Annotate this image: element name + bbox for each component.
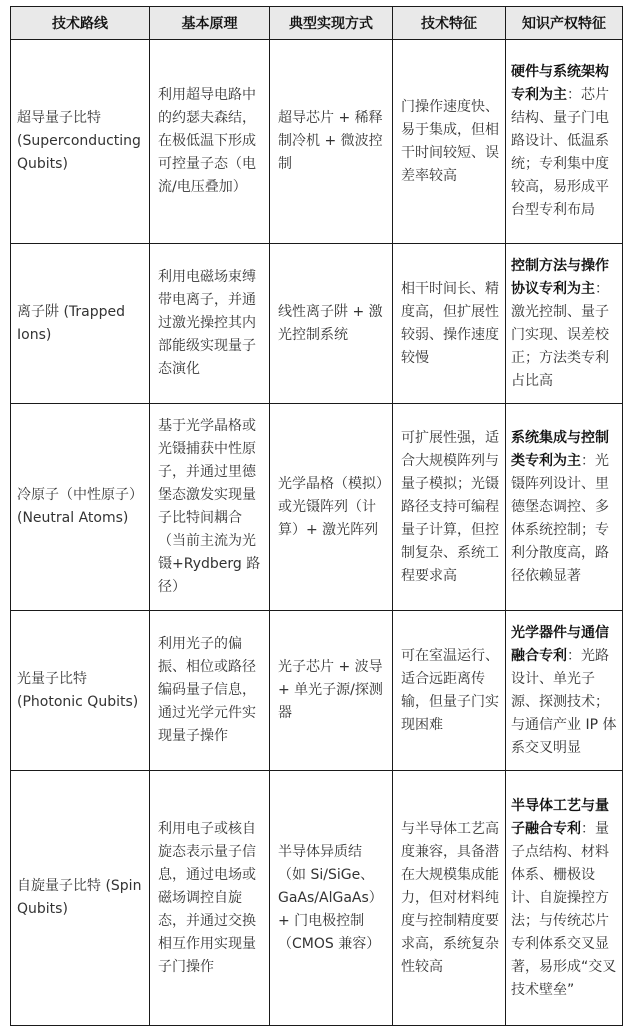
- implementation-cell: 线性离子阱 + 激光控制系统: [270, 244, 393, 404]
- ip-cell: [506, 404, 623, 611]
- features-cell: 相干时间长、精度高，但扩展性较弱、操作速度较慢: [393, 244, 506, 404]
- route-cell: 自旋量子比特 (Spin Qubits): [11, 771, 150, 1026]
- principle-cell: 利用电子或核自旋态表示量子信息，通过电场或磁场调控自旋态，并通过交换相互作用实现量子门操作: [150, 771, 270, 1026]
- principle-cell: 基于光学晶格或光镊捕获中性原子，并通过里德堡态激发实现量子比特间耦合（当前主流为光镊+Rydberg 路径）: [150, 404, 270, 611]
- ip-detail: ：光镊阵列设计、里德堡态调控、多体系统控制；专利分散度高，路径依赖显著: [511, 452, 609, 584]
- header-ip: 知识产权特征: [506, 7, 623, 40]
- route-cell: 离子阱 (Trapped Ions): [11, 244, 150, 404]
- table-row: [11, 40, 623, 244]
- ip-highlight: 系统集成与控制类专利为主: [511, 429, 609, 469]
- ip-highlight: 硬件与系统架构专利为主: [511, 64, 609, 103]
- route-cell: 超导量子比特 (Superconducting Qubits): [11, 40, 150, 244]
- route-cell: 光量子比特 (Photonic Qubits): [11, 611, 150, 771]
- implementation-cell: 光学晶格（模拟）或光镊阵列（计算）+ 激光阵列: [270, 404, 393, 611]
- route-cell: 冷原子（中性原子）(Neutral Atoms): [11, 404, 150, 611]
- features-cell: 可在室温运行、适合远距离传输，但量子门实现困难: [393, 611, 506, 771]
- ip-highlight: 半导体工艺与量子融合专利: [511, 797, 609, 837]
- ip-cell: [506, 244, 623, 404]
- ip-detail: ：激光控制、量子门实现、误差校正；方法类专利占比高: [511, 280, 609, 389]
- ip-detail: ：芯片结构、量子门电路设计、低温系统；专利集中度较高，易形成平台型专利布局: [511, 87, 609, 218]
- principle-cell: 利用电磁场束缚带电离子，并通过激光操控其内部能级实现量子态演化: [150, 244, 270, 404]
- ip-highlight: 光学器件与通信融合专利: [511, 624, 609, 664]
- principle-cell: 利用光子的偏振、相位或路径编码量子信息，通过光学元件实现量子操作: [150, 611, 270, 771]
- features-cell: 可扩展性强，适合大规模阵列与量子模拟；光镊路径支持可编程量子计算，但控制复杂、系统工程要求高: [393, 404, 506, 611]
- table-row: [11, 611, 623, 771]
- header-principle: 基本原理: [150, 7, 270, 40]
- ip-cell: [506, 771, 623, 1026]
- header-implementation: 典型实现方式: [270, 7, 393, 40]
- header-route: 技术路线: [11, 7, 150, 40]
- features-cell: 与半导体工艺高度兼容，具备潜在大规模集成能力，但对材料纯度与控制精度要求高，系统复杂性较高: [393, 771, 506, 1026]
- implementation-cell: 半导体异质结（如 Si/SiGe、GaAs/AlGaAs）+ 门电极控制（CMOS 兼容）: [270, 771, 393, 1026]
- principle-cell: 利用超导电路中的约瑟夫森结，在极低温下形成可控量子态（电流/电压叠加）: [150, 40, 270, 244]
- header-row: [11, 7, 623, 40]
- table-row: [11, 771, 623, 1026]
- ip-cell: [506, 611, 623, 771]
- header-features: 技术特征: [393, 7, 506, 40]
- implementation-cell: 光子芯片 + 波导 + 单光子源/探测器: [270, 611, 393, 771]
- ip-detail: ：量子点结构、材料体系、栅极设计、自旋操控方法；与传统芯片专利体系交叉显著，易形成“交叉技术壁垒”: [511, 820, 617, 998]
- features-cell: 门操作速度快、易于集成，但相干时间较短、误差率较高: [393, 40, 506, 244]
- table-row: [11, 404, 623, 611]
- ip-cell: [506, 40, 623, 244]
- table-row: [11, 244, 623, 404]
- implementation-cell: 超导芯片 + 稀释制冷机 + 微波控制: [270, 40, 393, 244]
- tech-route-table: [10, 6, 623, 1026]
- ip-highlight: 控制方法与操作协议专利为主: [511, 257, 609, 297]
- ip-detail: ：光路设计、单光子源、探测技术；与通信产业 IP 体系交叉明显: [511, 647, 617, 756]
